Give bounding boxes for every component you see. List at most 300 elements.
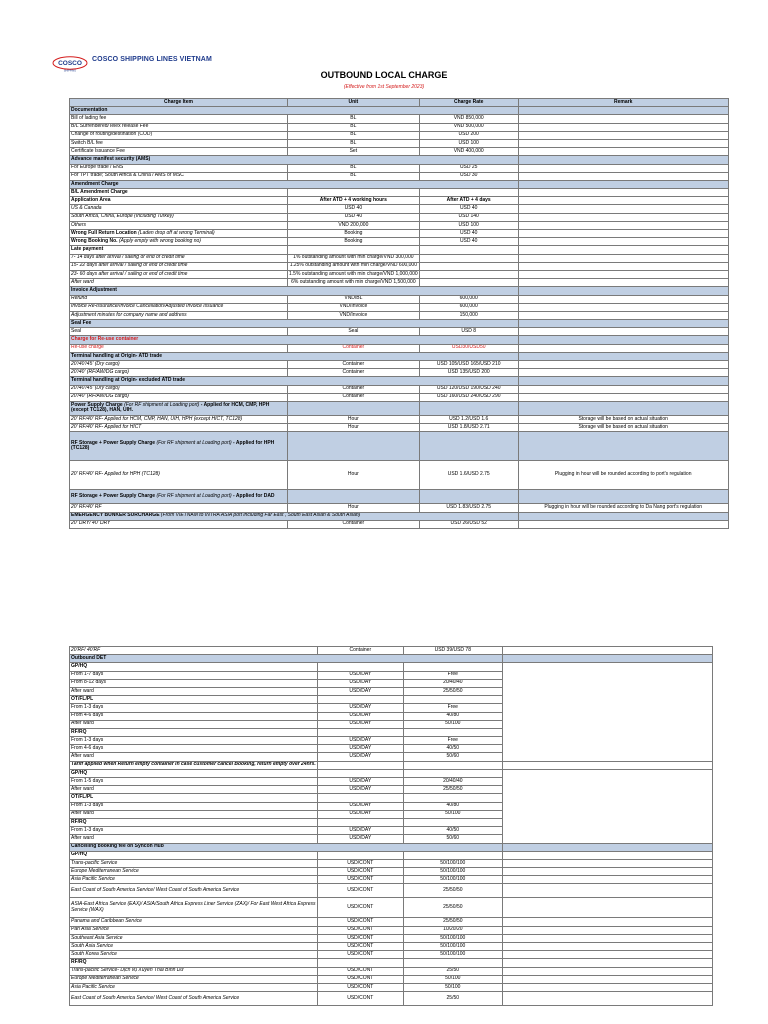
table-row (70, 148, 729, 156)
rate-cell: VND 400,000 (419, 148, 518, 156)
remark-cell (518, 295, 728, 303)
remark-cell (518, 156, 728, 164)
charge-item-cell: 20'/40'/45' (Dry cargo) (70, 361, 288, 369)
charge-item-cell: Invoice Re-issurance/Invoice Cancellation/Adjusted Invoice Issuance (70, 303, 288, 311)
charge-item-cell: 20' RF/40' RF- Applied for HCM, CMP, HAN, UIH, HPH (except HICT, TC128) (70, 415, 288, 423)
remark-cell (502, 959, 712, 967)
rate-cell: Free (403, 671, 502, 679)
remark-cell (518, 221, 728, 229)
table-row (70, 320, 729, 328)
remark-cell (518, 189, 728, 197)
table-row (70, 197, 729, 205)
section-heading (70, 401, 288, 415)
section-heading (70, 107, 519, 115)
unit-cell: BL (288, 139, 420, 147)
rate-cell: Free (403, 704, 502, 712)
charge-item-cell: Asia Pacific Service (70, 876, 318, 884)
section-heading-text: Seal Fee (71, 319, 92, 326)
charge-item-cell: Others (70, 221, 288, 229)
rate-cell: USD 26/USD 52 (419, 520, 518, 528)
rate-cell: 50/100/100 (403, 876, 502, 884)
table-row (70, 385, 729, 393)
unit-cell: USD/DAY (317, 835, 403, 843)
unit-cell (317, 769, 403, 777)
charge-item-note: (Laden drop off at wrong Terminal) (138, 229, 215, 236)
rate-cell (403, 851, 502, 859)
col-remark: Remark (518, 99, 728, 107)
charge-item-cell: Adjustment minutes for company name and address (70, 311, 288, 319)
det-cancel-notes-block (502, 769, 712, 843)
unit-cell (317, 851, 403, 859)
unit-cell (317, 761, 403, 769)
remark-cell (502, 761, 712, 769)
section-note: (For RF shipment at Loading port) (124, 401, 200, 408)
unit-cell (288, 189, 420, 197)
section-heading (70, 655, 503, 663)
charge-item-cell: Europe Mediterranean Service (70, 975, 318, 983)
rate-cell: 50/100/100 (403, 859, 502, 867)
empty-cell (518, 490, 728, 504)
rate-cell: After ATD + 4 days (419, 197, 518, 205)
remark-cell (502, 934, 712, 942)
charge-item-cell: Application Area (70, 197, 288, 205)
remark-cell (518, 352, 728, 360)
remark-cell (502, 898, 712, 918)
remark-cell (518, 246, 728, 254)
section-heading-text: Terminal handling at Origin- excluded ATD trade (71, 377, 186, 384)
unit-cell: USD/DAY (317, 827, 403, 835)
rate-cell: 40/50 (403, 745, 502, 753)
charge-item-cell: 20'/40'/45' (Dry cargo) (70, 385, 288, 393)
remark-cell (518, 262, 728, 270)
table-row (70, 393, 729, 401)
charge-item-cell (70, 230, 288, 238)
charge-item-cell: 15- 22 days after arrival / sailing or end of credit time (70, 262, 288, 270)
unit-cell: USD/CONT (317, 975, 403, 983)
rate-cell: 40/80 (403, 802, 502, 810)
charge-item-cell: After ward (70, 687, 318, 695)
charge-item-cell: 20'/40' (RF/AW/DG cargo) (70, 369, 288, 377)
rate-cell (403, 818, 502, 826)
table-row (70, 303, 729, 311)
charge-item-cell: 23- 60 days after arrival / sailing or end of credit time (70, 270, 288, 278)
section-heading (70, 377, 519, 385)
remark-cell: Storage will be based on actual situation (518, 415, 728, 423)
charge-item-cell: East Coast of South America Service/ West Coast of South America Service (70, 884, 318, 898)
remark-cell (502, 843, 712, 851)
empty-cell (288, 432, 420, 461)
charge-item-cell: From 4-6 days (70, 712, 318, 720)
table-row (70, 139, 729, 147)
logo-subword: SHIPPING (63, 69, 77, 72)
table-row (70, 221, 729, 229)
unit-cell: Container (288, 520, 420, 528)
unit-cell: USD 40 (288, 213, 420, 221)
charge-item-cell: ASIA-East Africa Service (EAX)/ ASIA/South Africa Express Liner Service (ZAX)/ For East West Africa Express Service (WAX) (70, 898, 318, 918)
unit-cell: VND 200,000 (288, 221, 420, 229)
charge-item-note: (Apply empty with wrong booking no) (118, 237, 201, 244)
table-header-row (70, 99, 729, 107)
charge-item-cell: Change of routing/destination (COD) (70, 131, 288, 139)
remark-cell (502, 926, 712, 934)
table-row (70, 295, 729, 303)
remark-cell (502, 975, 712, 983)
rate-cell: USD 200 (419, 131, 518, 139)
table-row (70, 761, 713, 769)
rate-cell: 50/60 (403, 835, 502, 843)
unit-cell: USD/DAY (317, 712, 403, 720)
rate-cell: 25/50/50 (403, 786, 502, 794)
charge-item-cell: Pan Asia Service (70, 926, 318, 934)
rate-cell: 50/100/100 (403, 943, 502, 951)
remark-cell (518, 344, 728, 352)
empty-cell (518, 401, 728, 415)
table-row (70, 663, 713, 671)
section-note: (For RF shipment at Loading port) (156, 439, 232, 446)
remark-cell (502, 868, 712, 876)
charge-item-cell (70, 238, 288, 246)
rate-cell (403, 769, 502, 777)
table-row (70, 876, 713, 884)
charge-item-cell: RF/RQ (70, 818, 318, 826)
unit-cell (317, 663, 403, 671)
unit-cell: Hour (288, 424, 420, 432)
rate-cell: 25/50 (403, 992, 502, 1006)
rate-cell: USD 100 (419, 139, 518, 147)
rate-cell: USD 40 (419, 205, 518, 213)
remark-cell (518, 320, 728, 328)
charge-item-cell: Asia Pacific Service (70, 983, 318, 991)
unit-cell: USD/DAY (317, 720, 403, 728)
charge-item-cell: 20' RF/40' RF- Applied for HICT (70, 424, 288, 432)
charge-item-cell: 20' DRY/ 40' DRY (70, 520, 288, 528)
section-tail: - Applied for DAD (231, 492, 275, 499)
charge-item-cell: After ward (70, 786, 318, 794)
rate-cell: 20/40/40 (403, 679, 502, 687)
table-row (70, 352, 729, 360)
section-heading (70, 287, 519, 295)
remark-cell: Storage will be based on actual situation (518, 424, 728, 432)
rate-cell: USD 1.6/USD 2.75 (419, 461, 518, 490)
charge-item-cell: Europe Mediterranean Service (70, 868, 318, 876)
rate-cell: 600,000 (419, 295, 518, 303)
table-row (70, 401, 729, 415)
unit-cell: USD/DAY (317, 802, 403, 810)
rate-cell (403, 794, 502, 802)
table-row (70, 934, 713, 942)
remark-cell (518, 311, 728, 319)
rate-cell: USD 135/USD 200 (419, 369, 518, 377)
table-row (70, 769, 713, 777)
table-row (70, 647, 713, 655)
unit-cell: 6% outstanding amount with min charge/VND 1,500,000 (288, 279, 420, 287)
rate-cell: VND 850,000 (419, 115, 518, 123)
unit-cell: 1.25% outstanding amount with min charge/VND 600,000 (288, 262, 420, 270)
table-row (70, 189, 729, 197)
rate-cell: 50/60 (403, 753, 502, 761)
remark-cell (502, 967, 712, 975)
charge-item-cell: South Asia Service (70, 943, 318, 951)
empty-cell (518, 432, 728, 461)
table-row (70, 238, 729, 246)
rate-cell: 25/50/50 (403, 898, 502, 918)
table-row (70, 336, 729, 344)
remark-cell (518, 336, 728, 344)
charge-item-cell: From 1-7 days (70, 671, 318, 679)
outbound-det-table (69, 646, 713, 1006)
charge-item-cell: RF/RQ (70, 959, 318, 967)
rate-cell: 50/100 (403, 810, 502, 818)
unit-cell (317, 728, 403, 736)
rate-cell (419, 262, 518, 270)
unit-cell (317, 818, 403, 826)
rate-cell: USD 120/USD 190/USD 240 (419, 385, 518, 393)
charge-item-cell: After ward (70, 810, 318, 818)
charge-item-cell: B/L Amendment Charge (70, 189, 288, 197)
table-row (70, 213, 729, 221)
unit-cell: Container (288, 344, 420, 352)
remark-cell (518, 254, 728, 262)
table-row (70, 311, 729, 319)
table-row (70, 859, 713, 867)
remark-cell (518, 230, 728, 238)
rate-cell (403, 959, 502, 967)
table-row (70, 926, 713, 934)
rate-cell: USD 8 (419, 328, 518, 336)
unit-cell: USD/CONT (317, 868, 403, 876)
table-row (70, 107, 729, 115)
table-row (70, 943, 713, 951)
section-heading (70, 156, 519, 164)
section-heading-text: Cancelling booking fee on Syncon Hub (71, 843, 164, 850)
section-heading-text: Charge for Re-use container (71, 336, 139, 343)
rate-cell: 50/100/100 (403, 951, 502, 959)
charge-item-cell: From 1-3 days (70, 827, 318, 835)
unit-cell: USD/CONT (317, 992, 403, 1006)
unit-cell: Seal (288, 328, 420, 336)
section-heading-text: Power Supply Charge (71, 401, 123, 408)
unit-cell: USD/DAY (317, 810, 403, 818)
unit-cell: USD/DAY (317, 679, 403, 687)
rate-cell: 25/50/50 (403, 687, 502, 695)
remark-cell (518, 385, 728, 393)
charge-item-cell: Switch B/L fee (70, 139, 288, 147)
unit-cell: USD/DAY (317, 745, 403, 753)
rate-cell: 50/100 (403, 975, 502, 983)
outbound-charges-table (69, 98, 729, 529)
table-row (70, 123, 729, 131)
charge-item-cell: GP/HQ (70, 769, 318, 777)
charge-item-cell: RF/RQ (70, 728, 318, 736)
unit-cell: USD/DAY (317, 737, 403, 745)
table-row (70, 655, 713, 663)
charge-item-cell: Certificate Issuance Fee (70, 148, 288, 156)
section-heading-text: Invoice Adjustment (71, 287, 117, 294)
charge-item-cell: 7- 14 days after arrival / sailing or end of credit time (70, 254, 288, 262)
remark-cell: Plugging in hour will be rounded according to port's regulation (518, 461, 728, 490)
charge-item-cell: From 1-3 days (70, 737, 318, 745)
charge-item-cell: GP/HQ (70, 663, 318, 671)
unit-cell: Container (288, 369, 420, 377)
table-row (70, 918, 713, 926)
rate-cell: USD 30 (419, 172, 518, 180)
remark-cell (518, 164, 728, 172)
table-row (70, 490, 729, 504)
unit-cell: USD/DAY (317, 704, 403, 712)
unit-cell: USD/CONT (317, 898, 403, 918)
section-heading (70, 180, 519, 188)
unit-cell: USD/CONT (317, 859, 403, 867)
unit-cell: Container (288, 385, 420, 393)
section-heading-text: Advance manifest security (AMS) (71, 156, 151, 163)
unit-cell: USD/CONT (317, 934, 403, 942)
table-row (70, 246, 729, 254)
rate-cell: USD 40 (419, 230, 518, 238)
unit-cell: 1.5% outstanding amount with min charge/VND 1,000,000 (289, 270, 418, 277)
unit-cell: Set (288, 148, 420, 156)
charge-item-cell: 20' RF/40' RF- Applied for HPH (TC128) (70, 461, 288, 490)
section-heading-text: Documentation (71, 106, 108, 113)
table-row (70, 959, 713, 967)
remark-cell (518, 270, 728, 278)
charge-item-cell: After ward (70, 753, 318, 761)
charge-item-cell: Southeast Asia Service (70, 934, 318, 942)
rate-cell: Free (403, 737, 502, 745)
unit-cell: BL (288, 164, 420, 172)
table-row (70, 156, 729, 164)
remark-cell (502, 992, 712, 1006)
rate-cell: 600,000 (419, 303, 518, 311)
section-tail: - Applied for HPH (TC128) (71, 439, 275, 452)
rate-cell: USD 140 (419, 213, 518, 221)
rate-cell (419, 279, 518, 287)
remark-cell (502, 943, 712, 951)
unit-cell: USD/CONT (317, 884, 403, 898)
charge-item-cell: Trans-pacific Service- Dịch vụ Xuyên Thái Bình Dư (70, 967, 318, 975)
empty-cell (419, 401, 518, 415)
remark-cell (502, 951, 712, 959)
rate-cell (419, 246, 518, 254)
charge-item-cell: 20'RF/ 40'RF (70, 647, 318, 655)
remark-cell (518, 377, 728, 385)
remark-cell (502, 876, 712, 884)
unit-cell: USD/DAY (317, 786, 403, 794)
unit-cell: USD/CONT (317, 967, 403, 975)
remark-cell (518, 512, 728, 520)
remark-cell (502, 851, 712, 859)
col-unit: Unit (288, 99, 420, 107)
table-row (70, 279, 729, 287)
unit-cell: Booking (288, 238, 420, 246)
remark-cell (518, 369, 728, 377)
charge-item-cell: Trans-pacific Service (70, 859, 318, 867)
remark-cell (518, 303, 728, 311)
charge-item-cell: 20' RF/40' RF (70, 504, 288, 512)
effective-date: (Effective from 1st September 2023) (343, 84, 425, 90)
table-row (70, 951, 713, 959)
document-title: OUTBOUND LOCAL CHARGE (320, 70, 448, 80)
table-row (70, 205, 729, 213)
unit-cell (317, 696, 403, 704)
table-row (70, 851, 713, 859)
unit-cell: 1% outstanding amount with min charge/VND 300,000 (288, 254, 420, 262)
remark-cell (502, 884, 712, 898)
unit-cell: USD/CONT (317, 943, 403, 951)
unit-cell: Container (288, 393, 420, 401)
charge-item-cell: From 1-3 days (70, 802, 318, 810)
col-charge-rate: Charge Rate (419, 99, 518, 107)
rate-cell: USD 100 (419, 221, 518, 229)
rate-cell: 10/20/20 (403, 926, 502, 934)
rate-cell: USD 39/USD 78 (403, 647, 502, 655)
rate-cell: USD 1.8/USD 2.71 (419, 424, 518, 432)
table-row (70, 898, 713, 918)
unit-cell: USD/CONT (317, 918, 403, 926)
section-heading-text: Amendment Charge (71, 180, 119, 187)
remark-cell (518, 139, 728, 147)
remark-cell (502, 647, 712, 655)
logo-wordmark: COSCO (58, 60, 82, 67)
table-row (70, 328, 729, 336)
rate-cell: 20/40/40 (403, 778, 502, 786)
rate-cell: 50/100/100 (403, 868, 502, 876)
section-heading-text: RF Storage + Power Supply Charge (71, 492, 156, 499)
rate-cell (403, 663, 502, 671)
charge-item-cell: Seal (70, 328, 288, 336)
table-row (70, 131, 729, 139)
section-heading-text: Terminal handling at Origin- ATD trade (71, 352, 163, 359)
charge-item-cell: East Coast of South America Service/ West Coast of South America Service (70, 992, 318, 1006)
rate-cell: USD 160/USD 240/USD 290 (419, 393, 518, 401)
charge-item-cell: From 8-12 days (70, 679, 318, 687)
empty-cell (288, 490, 420, 504)
table-row (70, 975, 713, 983)
remark-cell (502, 655, 712, 663)
remark-cell (518, 172, 728, 180)
rate-cell: VND 500,000 (419, 123, 518, 131)
table-row (70, 230, 729, 238)
table-row (70, 504, 729, 512)
charge-item-cell: From 4-6 days (70, 745, 318, 753)
table-row (70, 512, 729, 520)
rate-cell: USD30/USD50 (419, 344, 518, 352)
charge-item-cell: After ward (70, 279, 288, 287)
remark-cell (502, 859, 712, 867)
charge-item-cell: South Korea Service (70, 951, 318, 959)
rate-cell: 50/100 (403, 983, 502, 991)
section-heading-text: Outbound DET (71, 654, 107, 661)
table-row (70, 868, 713, 876)
empty-cell (419, 490, 518, 504)
unit-cell: USD/CONT (317, 951, 403, 959)
empty-cell (288, 401, 420, 415)
table-row (70, 967, 713, 975)
remark-cell (518, 238, 728, 246)
unit-cell: USD/CONT (317, 876, 403, 884)
table-row (70, 461, 729, 490)
section-heading (70, 320, 519, 328)
section-heading (70, 432, 288, 461)
table-row (70, 369, 729, 377)
unit-cell: USD/DAY (317, 753, 403, 761)
unit-cell: USD/DAY (317, 687, 403, 695)
det-notes-block (502, 663, 712, 761)
unit-cell: After ATD + 4 working hours (288, 197, 420, 205)
unit-cell: VND/Invoice (288, 303, 420, 311)
section-heading (70, 490, 288, 504)
rate-cell (403, 761, 502, 769)
charge-item-cell: Re-use charge (70, 344, 288, 352)
